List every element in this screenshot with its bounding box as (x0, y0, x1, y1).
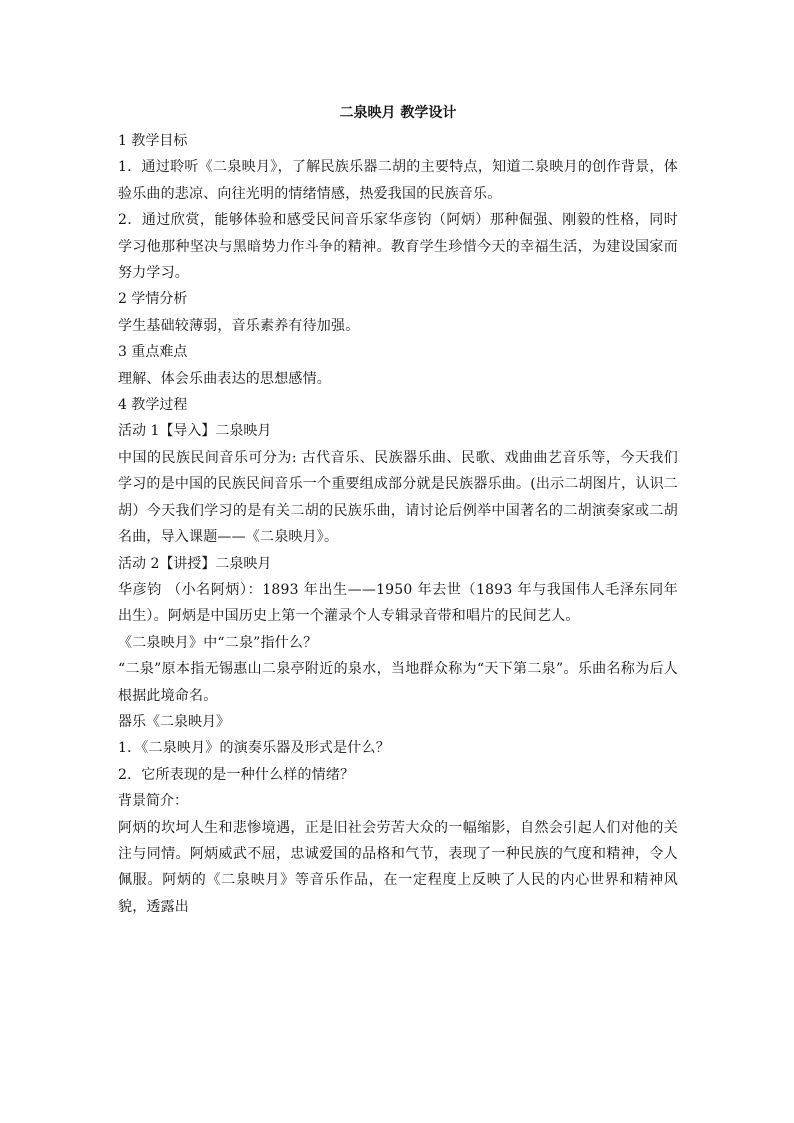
biography-paragraph: 华彦钧 （小名阿炳）：1893 年出生——1950 年去世（1893 年与我国伟人毛泽东同年出生）。阿炳是中国历史上第一个灌录个人专辑录音带和唱片的民间艺人。 (118, 581, 678, 625)
goal-1-paragraph: 1．通过聆听《二泉映月》，了解民族乐器二胡的主要特点，知道二泉映月的创作背景，体验乐曲的悲凉、向往光明的情绪情感，热爱我国的民族音乐。 (118, 159, 678, 202)
section-heading-process: 4 教学过程 (118, 397, 188, 414)
key-points-paragraph: 理解、体会乐曲表达的思想感情。 (118, 370, 331, 387)
answer-erquan-paragraph: “二泉”原本指无锡惠山二泉亭附近的泉水，当地群众称为“天下第二泉”。乐曲名称为后人根据此境命名。 (118, 661, 678, 704)
student-analysis-paragraph: 学生基础较薄弱，音乐素养有待加强。 (118, 317, 360, 334)
question-erquan-paragraph: 《二泉映月》中“二泉”指什么？ (118, 634, 318, 651)
section-heading-student-analysis: 2 学情分析 (118, 291, 188, 308)
background-heading: 背景简介： (118, 793, 188, 810)
document-page (118, 100, 678, 920)
background-paragraph: 阿炳的坎坷人生和悲惨境遇，正是旧社会劳苦大众的一幅缩影，自然会引起人们对他的关注与同情。阿炳威武不屈，忠诚爱国的品格和气节，表现了一种民族的气度和精神，令人佩服。阿炳的《二泉映月》等音乐作品，在一定程度上反映了人民的内心世界和精神风貌，透露出 (118, 819, 678, 915)
activity-1-heading: 活动 1【导入】二泉映月 (118, 423, 272, 440)
question-1-paragraph: 1．《二泉映月》的演奏乐器及形式是什么？ (118, 740, 390, 757)
activity-1-paragraph: 中国的民族民间音乐可分为: 古代音乐、民族器乐曲、民歌、戏曲曲艺音乐等，今天我们学习的是中国的民族民间音乐一个重要组成部分就是民族器乐曲。(出示二胡图片，认识二胡）今天我们学习的是有关二胡的民族乐曲，请讨论后例举中国著名的二胡演奏家或二胡名曲，导入课题——《二泉映月》。 (118, 449, 678, 546)
question-2-paragraph: 2．它所表现的是一种什么样的情绪？ (118, 766, 355, 783)
goal-2-paragraph: 2．通过欣赏，能够体验和感受民间音乐家华彦钧（阿炳）那种倔强、刚毅的性格，同时学习他那种坚决与黑暗势力作斗争的精神。教育学生珍惜今天的幸福生活，为建设国家而努力学习。 (118, 212, 678, 282)
document-title: 二泉映月 教学设计 (339, 105, 457, 121)
section-heading-key-points: 3 重点难点 (118, 344, 188, 361)
activity-2-heading: 活动 2【讲授】二泉映月 (118, 555, 272, 572)
section-heading-goals: 1 教学目标 (118, 133, 188, 149)
instrumental-heading: 器乐《二泉映月》 (118, 713, 230, 730)
